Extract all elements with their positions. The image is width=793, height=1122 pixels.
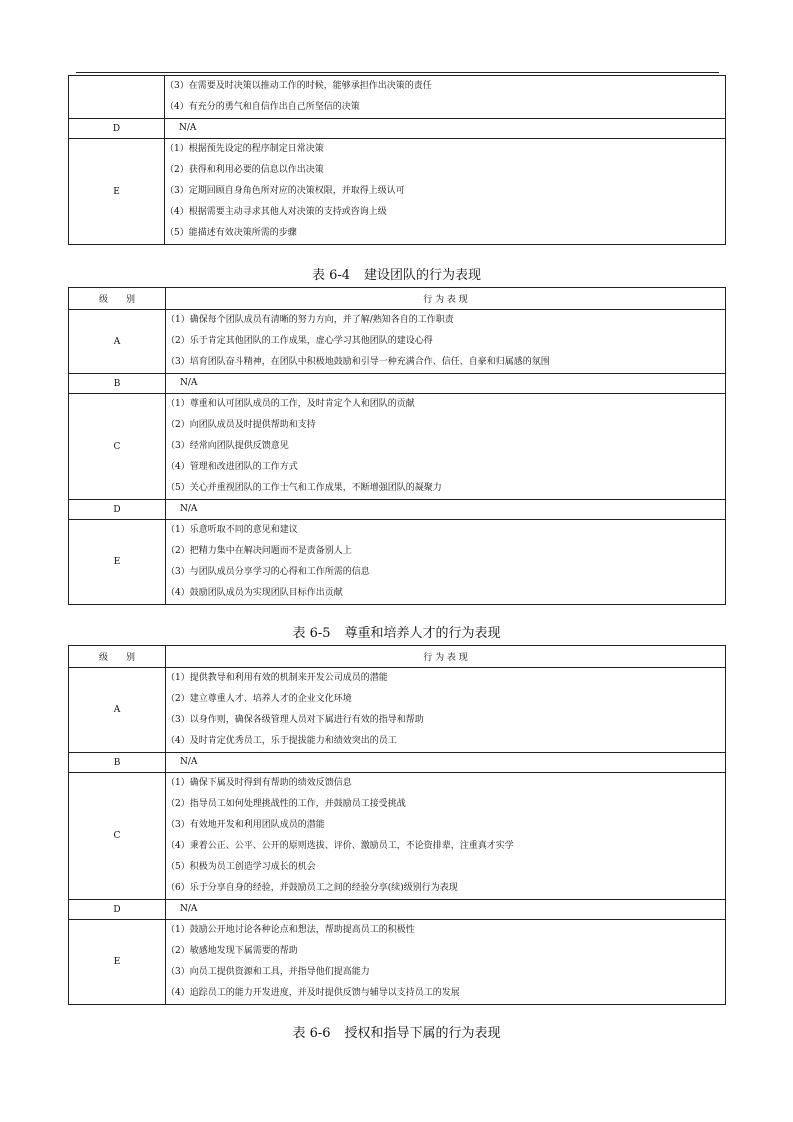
behavior-cell xyxy=(166,920,726,1005)
behavior-cell xyxy=(166,394,726,500)
behavior-cell xyxy=(165,139,726,245)
table-row xyxy=(69,76,726,119)
behavior-item: （4）管理和改进团队的工作方式 xyxy=(166,462,298,472)
level-cell: C xyxy=(69,394,166,500)
behavior-cell xyxy=(166,668,726,753)
table-row xyxy=(69,119,726,139)
behavior-item: （2）向团队成员及时提供帮助和支持 xyxy=(166,420,316,430)
table-6-6-caption xyxy=(0,1026,793,1042)
na-text: N/A xyxy=(180,757,198,767)
behavior-item: （1）确保下属及时得到有帮助的绩效反馈信息 xyxy=(166,778,352,788)
level-cell: C xyxy=(69,773,166,900)
behavior-item: （3）经常向团队提供反馈意见 xyxy=(166,441,289,451)
behavior-cell xyxy=(166,520,726,605)
behavior-item: （4）追踪员工的能力开发进度，并及时提供反馈与辅导以支持员工的发展 xyxy=(166,988,460,998)
behavior-cell xyxy=(166,900,726,920)
level-cell: A xyxy=(69,668,166,753)
behavior-item: （1）尊重和认可团队成员的工作，及时肯定个人和团队的贡献 xyxy=(166,399,415,409)
level-cell: D xyxy=(69,500,166,520)
na-text: N/A xyxy=(180,504,198,514)
behavior-item: （2）把精力集中在解决问题而不是责备别人上 xyxy=(166,546,352,556)
team-building-table xyxy=(68,287,726,605)
table-row xyxy=(69,900,726,920)
behavior-item: （3）以身作则，确保各级管理人员对下属进行有效的指导和帮助 xyxy=(166,715,424,725)
behavior-item: （2）指导员工如何处理挑战性的工作，并鼓励员工接受挑战 xyxy=(166,799,406,809)
table-number: 表 6-5 xyxy=(292,626,331,641)
table-header-row xyxy=(69,646,726,668)
talent-development-table xyxy=(68,645,726,1005)
table-header-row xyxy=(69,288,726,310)
behavior-cell xyxy=(166,753,726,773)
level-cell: D xyxy=(69,900,166,920)
behavior-item: （5）积极为员工创造学习成长的机会 xyxy=(166,862,316,872)
table-row xyxy=(69,374,726,394)
level-cell: D xyxy=(69,119,165,139)
behavior-item: （2）获得和利用必要的信息以作出决策 xyxy=(165,165,324,175)
table-row xyxy=(69,668,726,753)
behavior-cell xyxy=(166,374,726,394)
level-cell: B xyxy=(69,374,166,394)
table-row xyxy=(69,139,726,245)
table-row xyxy=(69,500,726,520)
table-number: 表 6-4 xyxy=(311,268,351,283)
behavior-item: （2）敏感地发现下属需要的帮助 xyxy=(166,946,298,956)
header-behavior: 行 为 表 现 xyxy=(166,288,726,310)
behavior-cell xyxy=(166,310,726,374)
behavior-item: （6）乐于分享自身的经验，并鼓励员工之间的经验分享(续)级别行为表现 xyxy=(166,883,458,893)
table-row xyxy=(69,753,726,773)
behavior-item: （1）乐意听取不同的意见和建议 xyxy=(166,525,298,535)
behavior-item: （1）根据预先设定的程序制定日常决策 xyxy=(165,144,324,154)
behavior-item: （3）定期回顾自身角色所对应的决策权限，并取得上级认可 xyxy=(165,186,405,196)
behavior-cell xyxy=(166,500,726,520)
na-text: N/A xyxy=(180,904,198,914)
behavior-item: （3）与团队成员分享学习的心得和工作所需的信息 xyxy=(166,567,370,577)
level-cell: E xyxy=(69,139,165,245)
na-text: N/A xyxy=(180,378,198,388)
header-level: 级 别 xyxy=(69,288,166,310)
behavior-cell xyxy=(165,76,726,119)
behavior-item: （4）有充分的勇气和自信作出自己所坚信的决策 xyxy=(165,102,360,112)
behavior-item: （4）及时肯定优秀员工，乐于提拔能力和绩效突出的员工 xyxy=(166,736,397,746)
header-level: 级 别 xyxy=(69,646,166,668)
behavior-item: （3）有效地开发和利用团队成员的潜能 xyxy=(166,820,325,830)
behavior-item: （4）鼓励团队成员为实现团队目标作出贡献 xyxy=(166,588,343,598)
table-title: 尊重和培养人才的行为表现 xyxy=(344,626,501,641)
table-title: 授权和指导下属的行为表现 xyxy=(344,1026,501,1041)
table-6-5-caption xyxy=(0,626,793,642)
behavior-item: （1）提供教导和利用有效的机制来开发公司成员的潜能 xyxy=(166,673,388,683)
behavior-item: （2）建立尊重人才、培养人才的企业文化环境 xyxy=(166,694,352,704)
level-cell: A xyxy=(69,310,166,374)
behavior-item: （4）根据需要主动寻求其他人对决策的支持或咨询上级 xyxy=(165,207,387,217)
top-rule xyxy=(76,72,719,73)
behavior-cell xyxy=(165,119,726,139)
header-behavior: 行 为 表 现 xyxy=(166,646,726,668)
behavior-item: （3）培育团队奋斗精神，在团队中积极地鼓励和引导一种充满合作、信任、自豪和归属感的氛围 xyxy=(166,357,550,367)
behavior-item: （5）关心并重视团队的工作士气和工作成果，不断增强团队的凝聚力 xyxy=(166,483,442,493)
table-row xyxy=(69,520,726,605)
behavior-item: （5）能描述有效决策所需的步骤 xyxy=(165,228,297,238)
level-cell: E xyxy=(69,520,166,605)
table-row xyxy=(69,920,726,1005)
na-text: N/A xyxy=(179,123,197,133)
behavior-item: （2）乐于肯定其他团队的工作成果，虚心学习其他团队的建设心得 xyxy=(166,336,433,346)
level-cell: B xyxy=(69,753,166,773)
behavior-item: （1）鼓励公开地讨论各种论点和想法，帮助提高员工的积极性 xyxy=(166,925,415,935)
table-6-4-caption xyxy=(0,268,793,284)
behavior-item: （4）秉着公正、公平、公开的原则选拔、评价、激励员工，不论资排辈，注重真才实学 xyxy=(166,841,514,851)
behavior-item: （3）向员工提供资源和工具，并指导他们提高能力 xyxy=(166,967,370,977)
level-cell: E xyxy=(69,920,166,1005)
behavior-item: （3）在需要及时决策以推动工作的时候，能够承担作出决策的责任 xyxy=(165,81,432,91)
behavior-table-continued xyxy=(68,75,726,245)
table-number: 表 6-6 xyxy=(292,1026,331,1041)
table-row xyxy=(69,773,726,900)
level-cell xyxy=(69,76,165,119)
behavior-cell xyxy=(166,773,726,900)
table-row xyxy=(69,394,726,500)
behavior-item: （1）确保每个团队成员有清晰的努力方向，并了解/熟知各自的工作职责 xyxy=(166,315,454,325)
table-row xyxy=(69,310,726,374)
table-title: 建设团队的行为表现 xyxy=(364,268,482,283)
